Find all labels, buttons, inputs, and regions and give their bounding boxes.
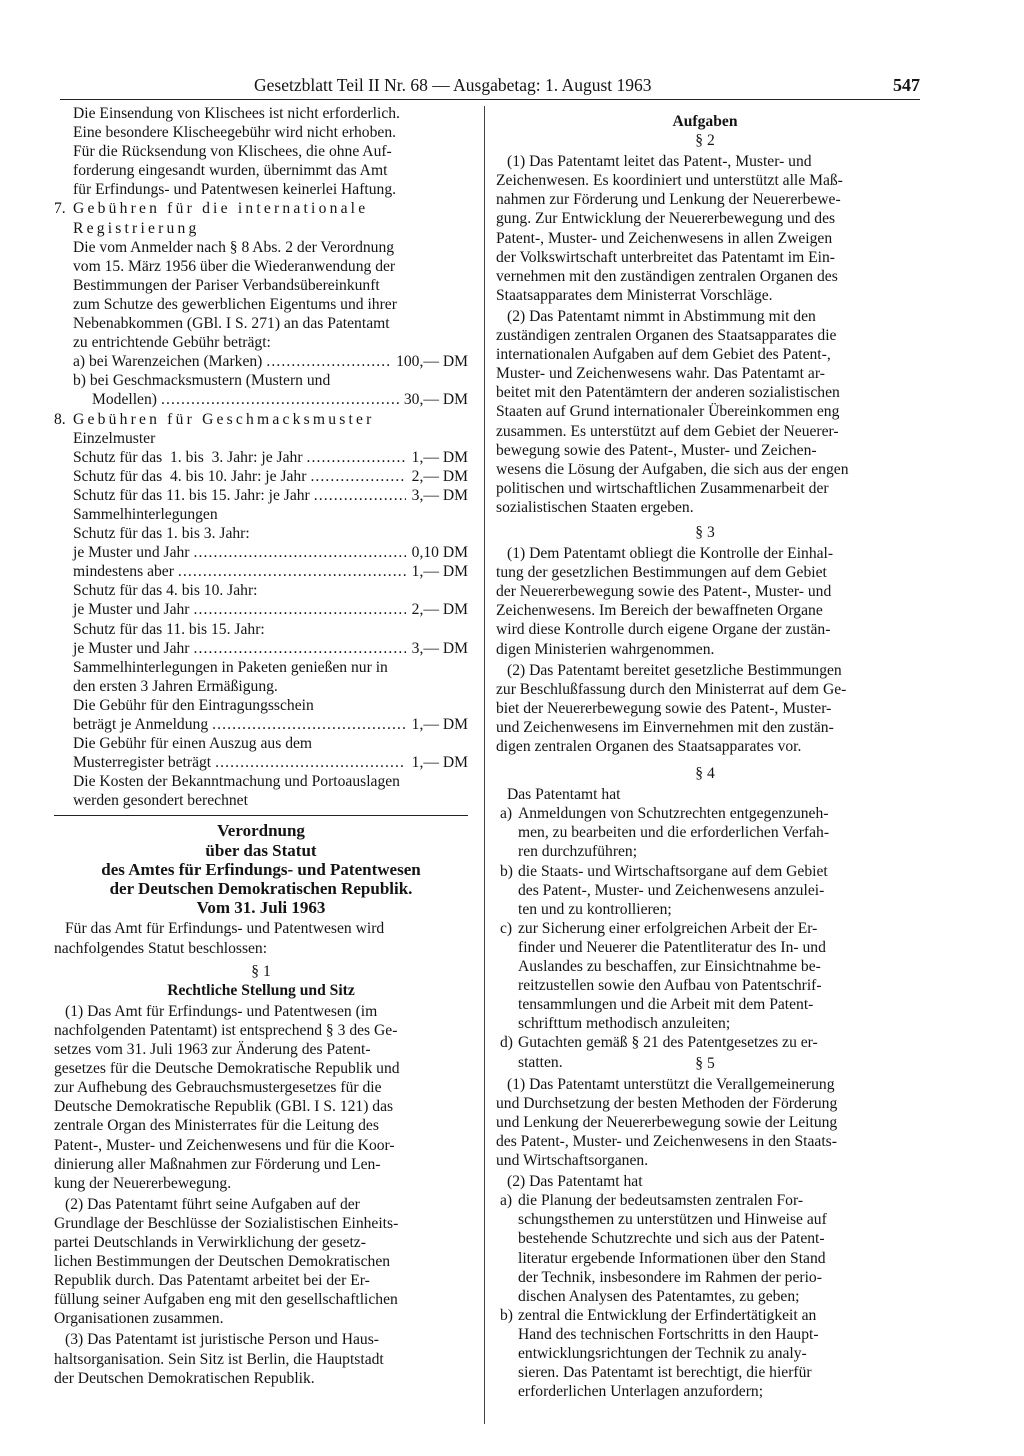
text-line: haltsorganisation. Sein Sitz ist Berlin, die Hauptstadt — [54, 1350, 384, 1368]
text-line: schungsthemen zu unterstützen und Hinweise auf — [518, 1211, 827, 1229]
text-line: Zeichenwesen. Es koordiniert und unterstützt alle Maß- — [496, 172, 843, 190]
text-line: und Lenkung der Neuererbewegung sowie der Leitung — [496, 1113, 838, 1131]
text-line: vernehmen mit den zuständigen zentralen Organen des — [496, 267, 838, 285]
text-line: reitzustellen sowie den Aufbau von Patentschrif- — [518, 977, 822, 995]
text-line: (2) Das Patentamt nimmt in Abstimmung mit den — [507, 307, 816, 325]
section-mark: § 4 — [695, 765, 715, 783]
page-header — [60, 74, 920, 98]
text-line: und Durchsetzung der besten Methoden der Förderung — [496, 1094, 838, 1112]
text-line: b) bei Geschmacksmustern (Mustern und — [73, 372, 331, 390]
fee-value: 3,— DM — [411, 639, 468, 657]
fee-label: je Muster und Jahr — [73, 544, 190, 562]
text-line: Die Gebühr für den Eintragungsschein — [73, 696, 314, 714]
text-line: forderung eingesandt wurden, übernimmt das Amt — [73, 162, 388, 180]
text-line: nachfolgendes Statut beschlossen: — [54, 939, 268, 957]
title-line: über das Statut — [205, 840, 317, 860]
text-line: Die vom Anmelder nach § 8 Abs. 2 der Verordnung — [73, 238, 395, 256]
text-line: die Staats- und Wirtschaftsorgane auf dem Gebiet — [518, 862, 828, 880]
text-line: Schutz für das 1. bis 3. Jahr: — [73, 525, 250, 543]
fee-label: Schutz für das 1. bis 3. Jahr: je Jahr — [73, 448, 303, 466]
text-line: Gutachten gemäß § 21 des Patentgesetzes zu er- — [518, 1034, 818, 1052]
text-line: dinierung aller Maßnahmen zur Förderung und Len- — [54, 1155, 381, 1173]
list-label: d) — [500, 1034, 513, 1052]
text-line: zur Sicherung einer erfolgreichen Arbeit der Er- — [518, 919, 818, 937]
text-line: zentrale Organ des Ministerrates für die Leitung des — [54, 1117, 379, 1135]
text-line: füllung seiner Aufgaben eng mit den gesellschaftlichen — [54, 1291, 398, 1309]
paragraph — [496, 661, 914, 756]
text-line: gung. Zur Entwicklung der Neuererbewegung und des — [496, 210, 836, 228]
title-line: der Deutschen Demokratischen Republik. — [109, 879, 413, 899]
item-7 — [54, 199, 468, 409]
fee-row — [73, 562, 468, 581]
fee-row — [73, 639, 468, 658]
list-label: b) — [500, 862, 513, 880]
text-line: biet der Neuererbewegung sowie des Patent-, Muster- — [496, 699, 832, 717]
text-line: bewegung sowie des Patent-, Muster- und Zeichen- — [496, 441, 817, 459]
text-line: Republik durch. Das Patentamt arbeitet bei der Er- — [54, 1272, 370, 1290]
fee-value: 2,— DM — [411, 601, 468, 619]
paragraph — [496, 1075, 914, 1170]
fee-value: 100,— DM — [396, 353, 468, 371]
text-line: zentral die Entwicklung der Erfindertätigkeit an — [518, 1306, 817, 1324]
fee-label: a) bei Warenzeichen (Marken) — [73, 353, 263, 371]
text-line: politischen und wirtschaftlichen Zusammenarbeit der — [496, 479, 829, 497]
text-line: (2) Das Patentamt bereitet gesetzliche Bestimmungen — [507, 661, 842, 679]
text-line: zur Beschlußfassung durch den Ministerrat auf dem Ge- — [496, 680, 847, 698]
text-line: internationalen Aufgaben auf dem Gebiet des Patent-, — [496, 346, 831, 364]
section-mark: § 5 — [695, 1054, 715, 1072]
text-line: Die Gebühr für einen Auszug aus dem — [73, 735, 313, 753]
text-line: vom 15. März 1956 über die Wiederanwendung der — [73, 257, 396, 275]
text-line: zu entrichtende Gebühr beträgt: — [73, 334, 271, 352]
paragraph — [496, 152, 914, 305]
text-line: Patent-, Muster- und Zeichenwesens und für die Koor- — [54, 1136, 395, 1154]
text-line: erforderlichen Unterlagen anzufordern; — [518, 1383, 764, 1401]
text-line: schrifttum methodisch anzuleiten; — [518, 1015, 731, 1033]
text-line: Eine besondere Klischeegebühr wird nicht erhoben. — [73, 124, 397, 142]
text-line: (2) Das Patentamt hat — [507, 1173, 643, 1191]
text-line: partei Deutschlands in Verwirklichung der gesetz- — [54, 1233, 366, 1251]
paragraph — [496, 544, 914, 659]
list-label: a) — [500, 1192, 513, 1210]
item-heading: Gebühren für Geschmacksmuster — [73, 410, 375, 428]
text-line: Staaten auf Grund internationaler Übereinkommen eng — [496, 403, 840, 421]
fee-label: Modellen) — [92, 391, 157, 409]
text-line: zur Aufhebung des Gebrauchsmustergesetzes für die — [54, 1079, 382, 1097]
text-line: entwicklungsrichtungen der Technik zu analy- — [518, 1345, 807, 1362]
section-heading: Aufgaben — [672, 113, 738, 130]
text-line: (1) Das Patentamt unterstützt die Verallgemeinerung — [507, 1075, 835, 1093]
fee-label: je Muster und Jahr — [73, 639, 190, 657]
fee-value: 1,— DM — [411, 754, 468, 772]
fee-value: 1,— DM — [411, 448, 468, 466]
list-item — [496, 804, 914, 861]
text-line: wesens die Lösung der Aufgaben, die sich aus der engen — [496, 460, 849, 478]
list-label: b) — [500, 1306, 513, 1324]
title-line: des Amtes für Erfindungs- und Patentwesen — [101, 859, 421, 879]
text-line: des Patent-, Muster- und Zeichenwesens anzulei- — [518, 881, 825, 899]
fee-label: Schutz für das 4. bis 10. Jahr: je Jahr — [73, 467, 307, 485]
text-line: Hand des technischen Fortschritts in den Haupt- — [518, 1325, 819, 1343]
text-line: der Deutschen Demokratischen Republik. — [54, 1369, 315, 1387]
text-line: des Patent-, Muster- und Zeichenwesens in den Staats- — [496, 1132, 837, 1150]
text-line: zusammen. Es unterstützt auf dem Gebiet der Neuerer- — [496, 422, 839, 440]
text-line: Zeichenwesens. Im Bereich der bewaffneten Organe — [496, 602, 823, 620]
fee-row — [73, 390, 468, 409]
text-line: tung der gesetzlichen Bestimmungen auf dem Gebiet — [496, 564, 827, 582]
text-line: Organisationen zusammen. — [54, 1310, 224, 1328]
text-line: der Technik, insbesondere im Rahmen der perio- — [518, 1268, 822, 1286]
text-line: setzes vom 31. Juli 1963 zur Änderung des Patent- — [54, 1041, 371, 1059]
text-line: die Planung der bedeutsamsten zentralen For- — [518, 1192, 804, 1210]
text-line: bestehende Schutzrechte und sich aus der Patent- — [518, 1230, 825, 1248]
fee-row — [73, 486, 468, 505]
fee-row — [73, 352, 468, 371]
fee-value: 1,— DM — [411, 716, 468, 733]
text-line: für Erfindungs- und Patentwesen keinerlei Haftung. — [73, 181, 397, 199]
text-line: der Volkswirtschaft unterbreitet das Patentamt im Ein- — [496, 248, 835, 266]
page-number: 547 — [893, 75, 920, 95]
header-rule — [60, 99, 920, 100]
text-line: zum Schutze des gewerblichen Eigentums und ihrer — [73, 295, 397, 313]
text-line: Sammelhinterlegungen in Paketen genießen nur in — [73, 658, 388, 676]
text-line: (3) Das Patentamt ist juristische Person und Haus- — [65, 1331, 379, 1349]
text-line: ten und zu kontrollieren; — [518, 900, 672, 918]
text-line: Sammelhinterlegungen — [73, 505, 218, 523]
text-line: gesetzes für die Deutsche Demokratische Republik und — [54, 1060, 400, 1078]
fee-value: 3,— DM — [411, 486, 468, 504]
paragraph — [54, 1330, 468, 1387]
text-line: der Neuererbewegung sowie des Patent-, Muster- und — [496, 583, 832, 601]
paragraph — [54, 1002, 468, 1193]
text-line: men, zu bearbeiten und die erforderlichen Verfah- — [518, 824, 830, 842]
item-number: 8. — [54, 410, 66, 428]
text-line: digen Ministerien wahrgenommen. — [496, 640, 715, 658]
text-line: Staatsapparates dem Ministerrat Vorschläge. — [496, 286, 773, 304]
section-mark: § 1 — [251, 962, 271, 980]
item-number: 7. — [54, 200, 66, 218]
text-line: Die Einsendung von Klischees ist nicht erforderlich. — [73, 105, 400, 122]
list-label: a) — [500, 805, 513, 823]
section-mark: § 2 — [695, 132, 715, 150]
fee-row — [73, 448, 468, 467]
list-item — [496, 862, 914, 919]
text-line: sozialistischen Staaten ergeben. — [496, 498, 694, 516]
list-label: c) — [500, 919, 513, 937]
text-line: beitet mit den Patentämtern der anderen sozialistischen — [496, 384, 840, 402]
text-line: nahmen zur Förderung und Lenkung der Neuererbewe- — [496, 191, 841, 209]
text-line: Grundlage der Beschlüsse der Sozialistischen Einheits- — [54, 1214, 399, 1232]
title-date: Vom 31. Juli 1963 — [196, 898, 326, 918]
fee-label: mindestens aber — [73, 563, 174, 581]
fee-row — [73, 600, 468, 619]
text-line: nachfolgenden Patentamt) ist entsprechend § 3 des Ge- — [54, 1021, 398, 1039]
fee-value: 0,10 DM — [411, 544, 468, 562]
list-item — [496, 919, 914, 1034]
text-line: kung der Neuererbewegung. — [54, 1174, 232, 1192]
text-line: statten. — [518, 1053, 563, 1071]
title-line: Verordnung — [217, 821, 305, 841]
text-line: Anmeldungen von Schutzrechten entgegenzuneh- — [518, 805, 829, 823]
right-column — [496, 112, 914, 1401]
header-title: Gesetzblatt Teil II Nr. 68 — Ausgabetag: 1. August 1963 — [254, 75, 652, 95]
list-item — [496, 1033, 914, 1071]
list-item — [496, 1306, 914, 1401]
text-line: Muster- und Zeichenwesens wahr. Das Patentamt ar- — [496, 365, 825, 383]
text-line: sieren. Das Patentamt ist berechtigt, die hierfür — [518, 1364, 812, 1382]
text-line: Einzelmuster — [73, 429, 156, 447]
fee-label: je Muster und Jahr — [73, 601, 190, 619]
section-mark: § 3 — [695, 523, 715, 541]
text-line: Patent-, Muster- und Zeichenwesens in allen Zweigen — [496, 229, 833, 247]
left-column — [54, 104, 468, 1388]
text-line: Für die Rücksendung von Klischees, die ohne Auf- — [73, 143, 392, 161]
text-line: Für das Amt für Erfindungs- und Patentwesen wird — [65, 920, 385, 938]
text-line: wird diese Kontrolle durch eigene Organe der zustän- — [496, 621, 831, 639]
text-line: finder und Neuerer die Patentliteratur des In- und — [518, 938, 826, 956]
text-line: dischen Analysen des Patentamtes, zu geben; — [518, 1287, 800, 1305]
item-8 — [54, 410, 468, 811]
text-line: werden gesondert berechnet — [73, 792, 248, 810]
text-line: tensammlungen und die Arbeit mit dem Patent- — [518, 996, 814, 1014]
text-line: digen zentralen Organen des Staatsapparates vor. — [496, 738, 802, 755]
text-line: (1) Dem Patentamt obliegt die Kontrolle der Einhal- — [507, 545, 834, 563]
text-line: (1) Das Amt für Erfindungs- und Patentwesen (im — [65, 1002, 378, 1020]
fee-value: 1,— DM — [411, 563, 468, 581]
fee-row — [73, 543, 468, 562]
item-heading: Registrierung — [73, 219, 200, 237]
text-line: Auslandes zu beschaffen, zur Einsichtnahme be- — [518, 958, 821, 976]
column-divider — [484, 106, 485, 1424]
text-line: und Zeichenwesens im Einvernehmen mit den zustän- — [496, 718, 834, 736]
item-heading: Gebühren für die internationale — [73, 200, 369, 218]
text-line: Nebenabkommen (GBl. I S. 271) an das Patentamt — [73, 315, 390, 333]
fee-label: Schutz für das 11. bis 15. Jahr: je Jahr — [73, 486, 310, 504]
text-line: Deutsche Demokratische Republik (GBl. I S. 121) das — [54, 1098, 394, 1116]
text-line: Das Patentamt hat — [507, 786, 621, 804]
text-line: literatur ergebende Informationen über den Stand — [518, 1249, 826, 1267]
fee-row — [73, 715, 468, 734]
fee-value: 30,— DM — [403, 391, 468, 409]
text-line: lichen Bestimmungen der Deutschen Demokratischen — [54, 1253, 391, 1271]
text-line: (2) Das Patentamt führt seine Aufgaben auf der — [65, 1195, 360, 1213]
text-line: und Wirtschaftsorganen. — [496, 1152, 649, 1170]
section-title: Rechtliche Stellung und Sitz — [167, 981, 355, 999]
paragraph — [54, 1195, 468, 1329]
text-line: den ersten 3 Jahren Ermäßigung. — [73, 677, 278, 695]
text-line: Schutz für das 4. bis 10. Jahr: — [73, 582, 258, 600]
text-line: (1) Das Patentamt leitet das Patent-, Muster- und — [507, 153, 812, 171]
klischee-paragraph — [54, 104, 468, 199]
list-item — [496, 1191, 914, 1306]
fee-value: 2,— DM — [411, 467, 468, 485]
text-line: Schutz für das 11. bis 15. Jahr: — [73, 620, 265, 638]
paragraph — [496, 307, 914, 517]
fee-row — [73, 467, 468, 486]
fee-label: Musterregister beträgt — [73, 754, 212, 772]
fee-label: beträgt je Anmeldung — [73, 716, 209, 733]
text-line: zuständigen zentralen Organen des Staatsapparates die — [496, 327, 837, 345]
text-line: Die Kosten der Bekanntmachung und Portoauslagen — [73, 773, 400, 791]
text-line: Bestimmungen der Pariser Verbandsübereinkunft — [73, 276, 380, 294]
fee-row — [73, 753, 468, 772]
section-rule — [54, 815, 468, 816]
verordnung-title — [54, 821, 468, 917]
text-line: ren durchzuführen; — [518, 843, 638, 861]
